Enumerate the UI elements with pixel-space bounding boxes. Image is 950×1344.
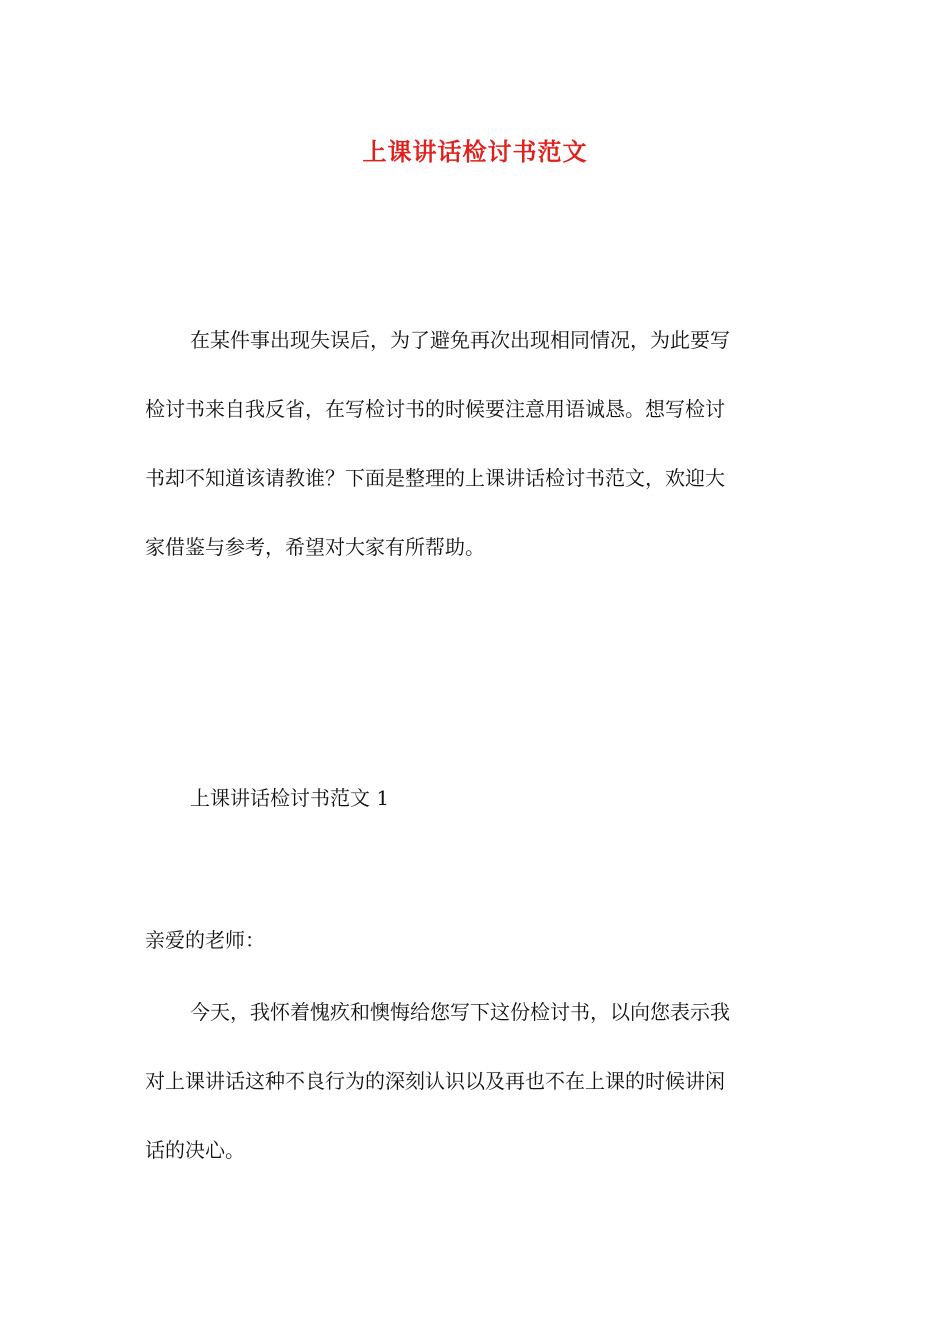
intro-line: 家借鉴与参考，希望对大家有所帮助。	[145, 535, 485, 559]
intro-line: 在某件事出现失误后，为了避免再次出现相同情况，为此要写	[190, 328, 730, 352]
body-line: 今天，我怀着愧疚和懊悔给您写下这份检讨书，以向您表示我	[190, 1000, 730, 1024]
letter-greeting: 亲爱的老师：	[145, 928, 265, 952]
body-line: 话的决心。	[145, 1138, 245, 1162]
section-heading: 上课讲话检讨书范文 1	[190, 786, 390, 810]
intro-paragraph	[145, 306, 805, 582]
intro-line: 检讨书来自我反省，在写检讨书的时候要注意用语诚恳。想写检讨	[145, 397, 725, 421]
body-paragraph	[145, 978, 805, 1185]
document-title: 上课讲话检讨书范文	[362, 137, 588, 166]
body-line: 对上课讲话这种不良行为的深刻认识以及再也不在上课的时候讲闲	[145, 1069, 725, 1093]
intro-line: 书却不知道该请教谁？下面是整理的上课讲话检讨书范文，欢迎大	[145, 466, 725, 490]
